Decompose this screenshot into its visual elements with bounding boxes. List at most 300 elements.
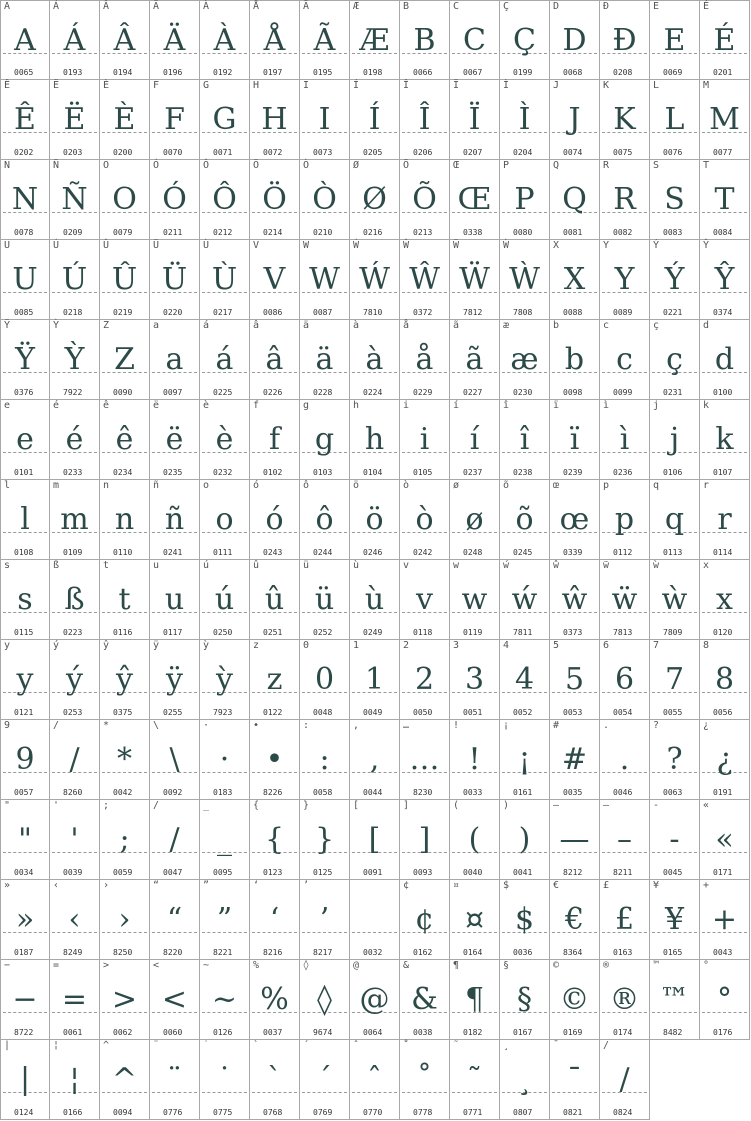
glyph-code: 0070	[163, 148, 183, 157]
glyph-label: ŷ	[103, 640, 110, 651]
glyph-code: 0244	[313, 548, 333, 557]
glyph-code: 0051	[463, 708, 483, 717]
glyph-cell	[450, 880, 500, 960]
glyph-cell	[550, 0, 600, 80]
glyph-sample: s	[17, 582, 33, 617]
glyph-code: 0121	[14, 708, 34, 717]
glyph-label: ¤	[453, 880, 460, 891]
glyph-cell	[350, 560, 400, 640]
glyph-cell	[450, 960, 500, 1040]
glyph-sample: æ	[510, 342, 539, 377]
glyph-code: 0082	[613, 228, 633, 237]
glyph-label: ä	[303, 320, 310, 331]
glyph-code: 0775	[213, 1108, 233, 1117]
glyph-code: 0234	[113, 468, 133, 477]
glyph-code: 0372	[413, 308, 433, 317]
glyph-cell	[200, 480, 250, 560]
glyph-cell	[400, 880, 450, 960]
glyph-label: @	[353, 960, 360, 971]
glyph-sample: ¢	[414, 902, 435, 937]
glyph-code: 0041	[513, 868, 533, 877]
glyph-sample: \	[169, 742, 180, 777]
glyph-code: 0039	[63, 868, 83, 877]
glyph-label: “	[153, 880, 160, 891]
glyph-sample: Ö	[262, 182, 287, 217]
glyph-label: '	[53, 800, 60, 811]
glyph-label: ù	[353, 560, 360, 571]
glyph-code: 0206	[413, 148, 433, 157]
glyph-cell	[350, 320, 400, 400]
glyph-sample: .	[619, 742, 630, 777]
glyph-cell	[700, 560, 750, 640]
glyph-code: 0769	[313, 1108, 333, 1117]
glyph-sample: }	[314, 822, 335, 857]
glyph-code: 0080	[513, 228, 533, 237]
glyph-cell	[0, 1040, 50, 1120]
glyph-sample: K	[613, 102, 636, 137]
glyph-sample: T	[714, 182, 735, 217]
glyph-sample: h	[364, 422, 385, 457]
glyph-sample: É	[713, 23, 736, 58]
glyph-label: ¡	[503, 720, 510, 731]
glyph-label: Z	[103, 320, 110, 331]
glyph-label: ›	[103, 880, 110, 891]
glyph-label: Ï	[453, 80, 460, 91]
glyph-code: 8216	[263, 948, 283, 957]
glyph-label: ÿ	[153, 640, 160, 651]
glyph-label: s	[4, 560, 11, 571]
glyph-code: 7923	[213, 708, 233, 717]
glyph-cell	[700, 400, 750, 480]
glyph-cell	[600, 0, 650, 80]
glyph-code: 0091	[363, 868, 383, 877]
glyph-cell	[700, 320, 750, 400]
glyph-code: 0067	[463, 68, 483, 77]
glyph-label: t	[103, 560, 110, 571]
glyph-sample: z	[266, 662, 283, 697]
glyph-label: €	[553, 880, 560, 891]
glyph-label: x	[703, 560, 710, 571]
glyph-sample: ỳ	[216, 662, 233, 697]
glyph-code: 0053	[563, 708, 583, 717]
glyph-label: ™	[653, 960, 660, 971]
glyph-cell	[500, 880, 550, 960]
glyph-label: W	[303, 240, 310, 251]
glyph-label: u	[153, 560, 160, 571]
glyph-label: «	[703, 800, 710, 811]
glyph-cell	[450, 160, 500, 240]
glyph-code: 0047	[163, 868, 183, 877]
glyph-label: ˆ	[353, 1040, 360, 1051]
glyph-cell	[50, 640, 100, 720]
glyph-sample: ›	[118, 902, 131, 937]
glyph-sample: Õ	[412, 182, 437, 217]
glyph-label: p	[603, 480, 610, 491]
glyph-sample: ŷ	[116, 662, 133, 697]
glyph-sample: œ	[559, 502, 590, 537]
glyph-cell	[650, 880, 700, 960]
glyph-cell	[0, 640, 50, 720]
glyph-label: 4	[503, 640, 510, 651]
glyph-sample: #	[561, 742, 588, 777]
glyph-label: K	[603, 80, 610, 91]
glyph-cell	[150, 480, 200, 560]
glyph-sample: à	[365, 342, 384, 377]
glyph-sample: 3	[464, 662, 485, 697]
glyph-label: Ø	[353, 160, 360, 171]
glyph-label: ?	[653, 720, 660, 731]
glyph-sample: 9	[15, 742, 35, 777]
glyph-label: I	[303, 80, 310, 91]
glyph-label: Ẅ	[453, 240, 460, 251]
glyph-label: e	[4, 400, 11, 411]
glyph-code: 0183	[213, 788, 233, 797]
glyph-cell	[600, 480, 650, 560]
glyph-cell	[50, 960, 100, 1040]
glyph-code: 0338	[463, 228, 483, 237]
glyph-cell	[50, 1040, 100, 1120]
glyph-code: 0076	[663, 148, 683, 157]
glyph-sample: ◊	[317, 982, 332, 1017]
glyph-code: 8212	[563, 868, 583, 877]
glyph-sample: *	[117, 742, 132, 777]
glyph-label: §	[503, 960, 510, 971]
glyph-label: V	[253, 240, 260, 251]
glyph-code: 0043	[713, 948, 733, 957]
glyph-sample: 0	[314, 662, 335, 697]
glyph-code: 7810	[363, 308, 383, 317]
glyph-cell	[350, 1040, 400, 1120]
glyph-code: 0104	[363, 468, 383, 477]
glyph-code: 0807	[513, 1108, 533, 1117]
glyph-cell	[450, 240, 500, 320]
glyph-sample: ”	[216, 902, 233, 937]
glyph-label: *	[103, 720, 110, 731]
glyph-code: 0069	[663, 68, 683, 77]
glyph-sample: ¿	[716, 742, 733, 777]
glyph-code: 0174	[613, 1028, 633, 1037]
glyph-sample: 2	[414, 662, 435, 697]
glyph-code: 0208	[613, 68, 633, 77]
glyph-cell	[100, 320, 150, 400]
glyph-code: 0085	[14, 308, 34, 317]
glyph-label: .	[603, 720, 610, 731]
glyph-cell	[600, 80, 650, 160]
glyph-code: 8722	[14, 1028, 34, 1037]
glyph-code: 0187	[14, 948, 34, 957]
glyph-label: î	[503, 400, 510, 411]
glyph-sample: q	[664, 502, 685, 537]
glyph-sample: Ç	[513, 23, 536, 58]
glyph-cell	[600, 960, 650, 1040]
glyph-sample: C	[463, 23, 486, 58]
glyph-code: 0103	[313, 468, 333, 477]
glyph-sample: |	[19, 1062, 31, 1097]
glyph-sample: {	[264, 822, 285, 857]
glyph-cell	[650, 720, 700, 800]
glyph-cell	[650, 800, 700, 880]
glyph-code: 0210	[313, 228, 333, 237]
glyph-cell	[300, 0, 350, 80]
glyph-label: ^	[103, 1040, 110, 1051]
glyph-label: Ü	[153, 240, 160, 251]
glyph-code: 0373	[563, 628, 583, 637]
glyph-label: ”	[203, 880, 210, 891]
glyph-label: m	[53, 480, 60, 491]
glyph-label: y	[4, 640, 11, 651]
glyph-label: °	[703, 960, 710, 971]
glyph-sample: …	[409, 742, 440, 777]
glyph-cell	[600, 880, 650, 960]
glyph-sample: Á	[63, 23, 86, 58]
glyph-code: 0196	[163, 68, 183, 77]
glyph-code: 0116	[113, 628, 133, 637]
glyph-cell	[700, 240, 750, 320]
glyph-label: 2	[403, 640, 410, 651]
glyph-sample: [	[368, 822, 381, 857]
glyph-code: 0204	[513, 148, 533, 157]
glyph-code: 0229	[413, 388, 433, 397]
glyph-label: ó	[253, 480, 260, 491]
glyph-label: $	[503, 880, 510, 891]
glyph-label: ẃ	[503, 560, 510, 571]
glyph-code: 0072	[263, 148, 283, 157]
glyph-cell	[250, 240, 300, 320]
glyph-sample: /	[69, 742, 80, 777]
glyph-code: 0237	[463, 468, 483, 477]
glyph-label: ï	[553, 400, 560, 411]
glyph-label: â	[253, 320, 260, 331]
glyph-code: 8249	[63, 948, 83, 957]
glyph-code: 0216	[363, 228, 383, 237]
glyph-sample: Ŷ	[714, 262, 735, 297]
glyph-label: À	[203, 1, 210, 12]
glyph-label: Í	[353, 80, 360, 91]
glyph-label: :	[303, 720, 310, 731]
glyph-code: 0224	[363, 388, 383, 397]
glyph-label: ì	[603, 400, 610, 411]
glyph-code: 0107	[713, 468, 733, 477]
glyph-cell	[500, 160, 550, 240]
glyph-cell	[350, 800, 400, 880]
glyph-cell	[600, 400, 650, 480]
glyph-cell	[500, 960, 550, 1040]
glyph-sample: ẃ	[511, 582, 538, 617]
glyph-sample: E	[663, 23, 686, 58]
glyph-cell	[0, 160, 50, 240]
glyph-label: n	[103, 480, 110, 491]
glyph-code: 0191	[713, 788, 733, 797]
glyph-sample: a	[165, 342, 184, 377]
glyph-cell	[100, 1040, 150, 1120]
glyph-label: ¦	[53, 1040, 60, 1051]
glyph-label: Ô	[203, 160, 210, 171]
glyph-code: 8217	[313, 948, 333, 957]
glyph-cell	[600, 1040, 650, 1120]
glyph-cell	[400, 800, 450, 880]
glyph-code: 0217	[213, 308, 233, 317]
glyph-label: …	[403, 720, 410, 731]
glyph-cell	[100, 720, 150, 800]
glyph-sample: ä	[315, 342, 334, 377]
glyph-cell	[350, 720, 400, 800]
glyph-code: 0376	[14, 388, 34, 397]
glyph-code: 8226	[263, 788, 283, 797]
glyph-label: Ỳ	[53, 320, 60, 331]
glyph-cell	[600, 240, 650, 320]
glyph-code: 0119	[463, 628, 483, 637]
glyph-code: 0250	[213, 628, 233, 637]
glyph-sample: ;	[119, 822, 130, 857]
glyph-code: 0112	[613, 548, 633, 557]
glyph-sample: 1	[364, 662, 385, 697]
glyph-sample: û	[264, 582, 285, 617]
glyph-label: —	[553, 800, 560, 811]
glyph-cell	[300, 560, 350, 640]
glyph-label: U	[4, 240, 11, 251]
glyph-sample: Ã	[313, 23, 336, 58]
glyph-cell	[300, 880, 350, 960]
glyph-label: q	[653, 480, 660, 491]
glyph-code: 0167	[513, 1028, 533, 1037]
glyph-sample: B	[413, 23, 436, 58]
glyph-sample: Ŵ	[409, 262, 440, 297]
glyph-code: 0232	[213, 468, 233, 477]
glyph-sample: Ú	[61, 262, 88, 297]
glyph-sample: §	[517, 982, 532, 1017]
glyph-cell	[400, 640, 450, 720]
glyph-cell	[50, 320, 100, 400]
glyph-code: 0120	[713, 628, 733, 637]
glyph-code: 0032	[363, 948, 383, 957]
glyph-code: 0223	[63, 628, 83, 637]
glyph-label: O	[103, 160, 110, 171]
glyph-label: l	[4, 480, 11, 491]
glyph-cell	[400, 320, 450, 400]
glyph-sample: /	[619, 1062, 630, 1097]
glyph-sample: °	[717, 982, 732, 1017]
glyph-sample: l	[20, 502, 30, 537]
glyph-sample: Ÿ	[15, 342, 35, 377]
glyph-code: 0054	[613, 708, 633, 717]
glyph-label: ¶	[453, 960, 460, 971]
glyph-code: 0213	[413, 228, 433, 237]
glyph-label: ·	[203, 720, 210, 731]
glyph-label: h	[353, 400, 360, 411]
glyph-cell	[300, 720, 350, 800]
glyph-label: ~	[203, 960, 210, 971]
glyph-code: 0115	[14, 628, 34, 637]
glyph-label: Ç	[503, 1, 510, 12]
glyph-label: 9	[4, 720, 11, 731]
glyph-cell	[550, 800, 600, 880]
glyph-code: 0061	[63, 1028, 83, 1037]
glyph-code: 0037	[263, 1028, 283, 1037]
glyph-label: Ö	[253, 160, 260, 171]
glyph-cell	[550, 720, 600, 800]
glyph-sample: ó	[265, 502, 284, 537]
glyph-sample: ù	[364, 582, 385, 617]
glyph-sample: Ẁ	[509, 262, 540, 297]
glyph-code: 8211	[613, 868, 633, 877]
glyph-code: 0225	[213, 388, 233, 397]
glyph-label: £	[603, 880, 610, 891]
glyph-cell	[300, 1040, 350, 1120]
glyph-label: ©	[553, 960, 560, 971]
glyph-label: ‘	[253, 880, 260, 891]
glyph-code: 0238	[513, 468, 533, 477]
glyph-sample: Æ	[359, 23, 390, 58]
glyph-label: j	[653, 400, 660, 411]
glyph-cell	[150, 800, 200, 880]
glyph-cell	[250, 320, 300, 400]
glyph-code: 0095	[213, 868, 233, 877]
glyph-code: 0035	[563, 788, 583, 797]
glyph-sample: ’	[319, 902, 330, 937]
glyph-cell	[0, 480, 50, 560]
glyph-label: ò	[403, 480, 410, 491]
glyph-sample: “	[166, 902, 183, 937]
glyph-sample: À	[213, 23, 236, 58]
glyph-code: 0239	[563, 468, 583, 477]
glyph-sample: w	[461, 582, 488, 617]
glyph-cell	[150, 560, 200, 640]
glyph-sample: N	[11, 182, 39, 217]
glyph-label: >	[103, 960, 110, 971]
glyph-cell	[300, 240, 350, 320]
glyph-cell	[200, 880, 250, 960]
glyph-label: ê	[103, 400, 110, 411]
glyph-code: 0060	[163, 1028, 183, 1037]
glyph-cell	[200, 400, 250, 480]
glyph-label: /	[53, 720, 60, 731]
glyph-sample: U	[12, 262, 38, 297]
glyph-sample: t	[118, 582, 131, 617]
glyph-cell	[450, 720, 500, 800]
glyph-label: E	[653, 1, 660, 12]
glyph-label: •	[253, 720, 260, 731]
glyph-cell	[650, 160, 700, 240]
glyph-cell	[100, 80, 150, 160]
glyph-label: ŵ	[553, 560, 560, 571]
glyph-label: ’	[303, 880, 310, 891]
glyph-sample: —	[559, 822, 590, 857]
glyph-label: à	[353, 320, 360, 331]
glyph-code: 0093	[413, 868, 433, 877]
glyph-code: 0033	[463, 788, 483, 797]
glyph-code: 0124	[14, 1108, 34, 1117]
glyph-cell	[500, 720, 550, 800]
glyph-cell	[500, 240, 550, 320]
glyph-label: Ó	[153, 160, 160, 171]
glyph-code: 0199	[513, 68, 533, 77]
glyph-sample: +	[711, 902, 738, 937]
glyph-sample: Å	[263, 23, 286, 58]
glyph-sample: â	[265, 342, 284, 377]
glyph-code: 0046	[613, 788, 633, 797]
glyph-label: Õ	[403, 160, 410, 171]
glyph-code: 0081	[563, 228, 583, 237]
glyph-code: 0246	[363, 548, 383, 557]
glyph-cell	[250, 0, 300, 80]
glyph-code: 0088	[563, 308, 583, 317]
glyph-sample: y	[16, 662, 34, 697]
glyph-code: 0045	[663, 868, 683, 877]
glyph-cell	[200, 800, 250, 880]
glyph-sample: Î	[418, 102, 431, 137]
glyph-code: 0063	[663, 788, 683, 797]
glyph-label: Y	[603, 240, 610, 251]
